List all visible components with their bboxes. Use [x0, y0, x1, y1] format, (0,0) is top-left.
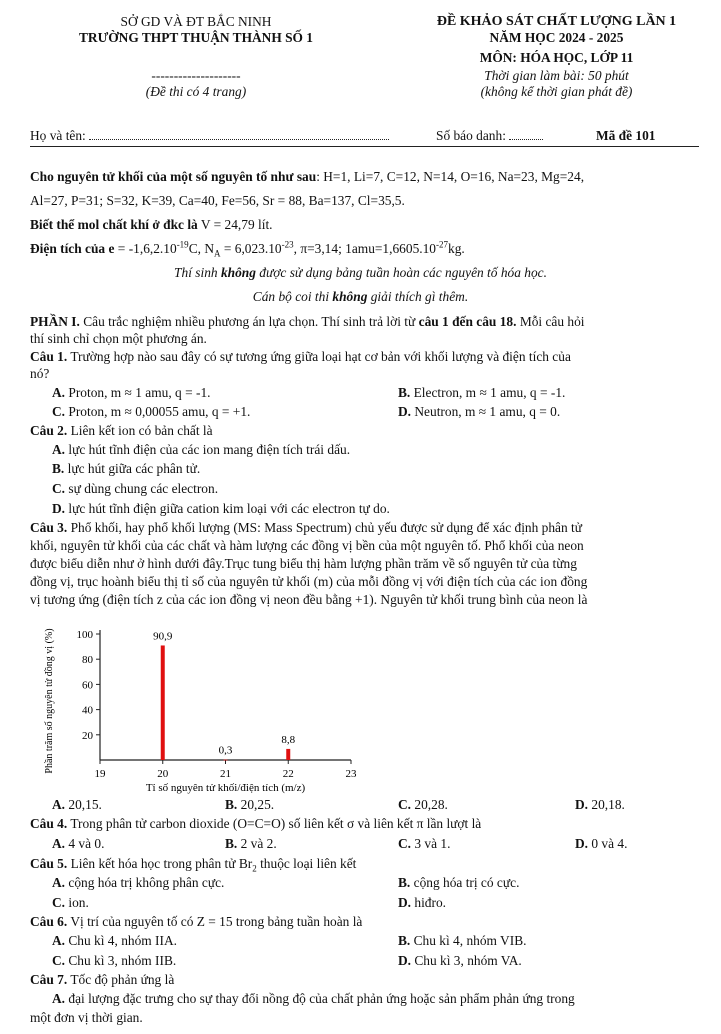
question-3-line-2: khối, nguyên tử khối của các chất và hàm lượng các đồng vị bền của một nguyên tố. Phổ khối của neon [30, 538, 584, 553]
proctor-note: Cán bộ coi thi không giải thích gì thêm. [252, 289, 469, 304]
q6-option-c[interactable]: C. Chu kì 3, nhóm IIB. [52, 953, 177, 968]
constants-line: Điện tích của $e = -1,6,2.10^{-19}C$, $N_A = 6,023.10^{-23}$, π=3,14; $1amu=1,6605.10^{-27}kg$. [30, 239, 465, 259]
q5-option-b[interactable]: B. cộng hóa trị có cực. [398, 875, 520, 890]
y-tick-label: 100 [76, 629, 93, 641]
subject-title: MÔN: HÓA HỌC, LỚP 11 [479, 50, 634, 65]
question-2-stem: Câu 2. Liên kết ion có bản chất là [30, 423, 213, 438]
x-tick-label: 20 [157, 768, 169, 780]
q4-option-b[interactable]: B. 2 và 2. [225, 836, 277, 851]
exam-code: Mã đề 101 [596, 128, 656, 143]
y-tick-label: 40 [82, 704, 93, 717]
x-tick-label: 23 [345, 768, 357, 780]
x-tick-label: 21 [220, 768, 231, 780]
q4-option-c[interactable]: C. 3 và 1. [398, 836, 451, 851]
question-5-stem: Câu 5. Liên kết hóa học trong phân tử $Br_2$ thuộc loại liên kết [30, 856, 357, 874]
question-4-stem: Câu 4. Trong phân tử carbon dioxide (O=C=O) số liên kết σ và liên kết π lần lượt là [30, 816, 482, 831]
neon-mass-spectrum-chart [40, 610, 380, 796]
student-name-label: Họ và tên: [30, 128, 86, 143]
question-3-stem: Câu 3. Phổ khối, hay phổ khối lượng (MS: Mass Spectrum) chủ yếu được sử dụng để xác định phân tử [30, 520, 583, 535]
question-7-stem: Câu 7. Tốc độ phản ứng là [30, 972, 175, 987]
y-axis-label: Phần trăm số nguyên tử đồng vị (%) [44, 628, 55, 774]
q7-option-a[interactable]: A. đại lượng đặc trưng cho sự thay đổi nồng độ của chất phản ứng hoặc sản phẩm phản ứng trong [52, 991, 575, 1006]
y-tick-label: 20 [82, 729, 93, 742]
question-1-stem: Câu 1. Trường hợp nào sau đây có sự tương ứng giữa loại hạt cơ bản với khối lượng và điện tích của [30, 349, 571, 364]
q2-option-d[interactable]: D. lực hút tĩnh điện giữa cation kim loại với các electron tự do. [52, 501, 390, 516]
header-dashes: -------------------- [151, 68, 241, 83]
student-id-field [509, 139, 543, 140]
atomic-mass-line-1: Cho nguyên tử khối của một số nguyên tố như sau: H=1, Li=7, C=12, N=14, O=16, Na=23, Mg=24, [30, 169, 585, 184]
bar-data-label: 90,9 [153, 630, 173, 643]
q2-option-b[interactable]: B. lực hút giữa các phân tử. [52, 461, 201, 476]
exam-title: ĐỀ KHẢO SÁT CHẤT LƯỢNG LẦN 1 [436, 14, 677, 29]
q4-option-a[interactable]: A. 4 và 0. [52, 836, 105, 851]
department-name: SỞ GD VÀ ĐT BẮC NINH [120, 14, 272, 29]
student-name-field [89, 139, 389, 140]
part-1-instructions-cont: thí sinh chỉ chọn một phương án. [30, 331, 207, 346]
q1-option-b[interactable]: B. Electron, m ≈ 1 amu, q = -1. [398, 385, 566, 400]
student-id-label: Số báo danh: [436, 128, 506, 143]
bar-data-label: 8,8 [281, 733, 296, 746]
x-tick-label: 22 [282, 768, 294, 780]
bar-data-label: 0,3 [218, 744, 233, 757]
q2-option-c[interactable]: C. sự dùng chung các electron. [52, 481, 219, 496]
question-6-stem: Câu 6. Vị trí của nguyên tố có Z = 15 trong bảng tuần hoàn là [30, 914, 363, 929]
y-tick-label: 80 [82, 654, 93, 667]
bar [161, 645, 165, 760]
y-tick-label: 60 [82, 679, 93, 692]
bar [286, 749, 290, 760]
question-3-line-3: được biểu diễn như ở hình dưới đây.Trục tung biểu thị hàm lượng phần trăm về số nguyên tử của từng [30, 556, 577, 571]
q1-option-d[interactable]: D. Neutron, m ≈ 1 amu, q = 0. [398, 404, 561, 419]
q1-option-c[interactable]: C. Proton, m ≈ 0,00055 amu, q = +1. [52, 404, 251, 419]
q7-option-a-cont: một đơn vị thời gian. [30, 1010, 143, 1025]
student-id-row [436, 128, 543, 144]
question-3-line-4: đồng vị, trục hoành biểu thị tỉ số của nguyên tử khối (m) của mỗi đồng vị với điện tích của các ion đồng [30, 574, 588, 589]
school-year: NĂM HỌC 2024 - 2025 [489, 30, 624, 45]
q3-option-d[interactable]: D. 20,18. [575, 797, 625, 812]
header-rule [30, 146, 699, 147]
q2-option-a[interactable]: A. lực hút tĩnh điện của các ion mang điện tích trái dấu. [52, 442, 351, 457]
q5-option-d[interactable]: D. hiđro. [398, 895, 446, 910]
bar-group [153, 630, 296, 760]
page-count-note: (Đề thi có 4 trang) [145, 84, 247, 99]
q6-option-b[interactable]: B. Chu kì 4, nhóm VIB. [398, 933, 527, 948]
bar [224, 760, 228, 761]
student-name-row [30, 128, 389, 144]
part-1-instructions: PHẦN I. Câu trắc nghiệm nhiều phương án lựa chọn. Thí sinh trả lời từ câu 1 đến câu 18. Mỗi câu hỏi [30, 314, 585, 329]
q5-option-a[interactable]: A. cộng hóa trị không phân cực. [52, 875, 225, 890]
x-tick-group [95, 760, 358, 780]
q3-option-c[interactable]: C. 20,28. [398, 797, 448, 812]
q1-option-a[interactable]: A. Proton, m ≈ 1 amu, q = -1. [52, 385, 211, 400]
q5-option-c[interactable]: C. ion. [52, 895, 89, 910]
question-3-line-5: vị tương ứng (điện tích z của các ion đồng vị neon đều bằng +1). Nguyên tử khối trung bình của neon là [30, 592, 588, 607]
y-tick-group [77, 629, 101, 742]
no-periodic-table-note: Thí sinh không được sử dụng bảng tuần hoàn các nguyên tố hóa học. [174, 265, 547, 280]
q3-option-a[interactable]: A. 20,15. [52, 797, 102, 812]
atomic-mass-line-2: Al=27, P=31; S=32, K=39, Ca=40, Fe=56, Sr = 88, Ba=137, Cl=35,5. [30, 193, 405, 208]
question-1-stem-cont: nó? [30, 366, 50, 381]
x-axis-label: Tỉ số nguyên tử khối/điện tích (m/z) [145, 782, 306, 794]
q6-option-a[interactable]: A. Chu kì 4, nhóm IIA. [52, 933, 177, 948]
q4-option-d[interactable]: D. 0 và 4. [575, 836, 628, 851]
school-name: TRƯỜNG THPT THUẬN THÀNH SỐ 1 [78, 30, 313, 45]
exam-duration: Thời gian làm bài: 50 phút [484, 68, 629, 83]
q6-option-d[interactable]: D. Chu kì 3, nhóm VA. [398, 953, 522, 968]
gas-volume-line: Biết thể mol chất khí ở đkc là V = 24,79 lít. [30, 217, 273, 232]
x-tick-label: 19 [94, 768, 106, 780]
q3-option-b[interactable]: B. 20,25. [225, 797, 275, 812]
exam-duration-note: (không kể thời gian phát đề) [480, 84, 633, 99]
